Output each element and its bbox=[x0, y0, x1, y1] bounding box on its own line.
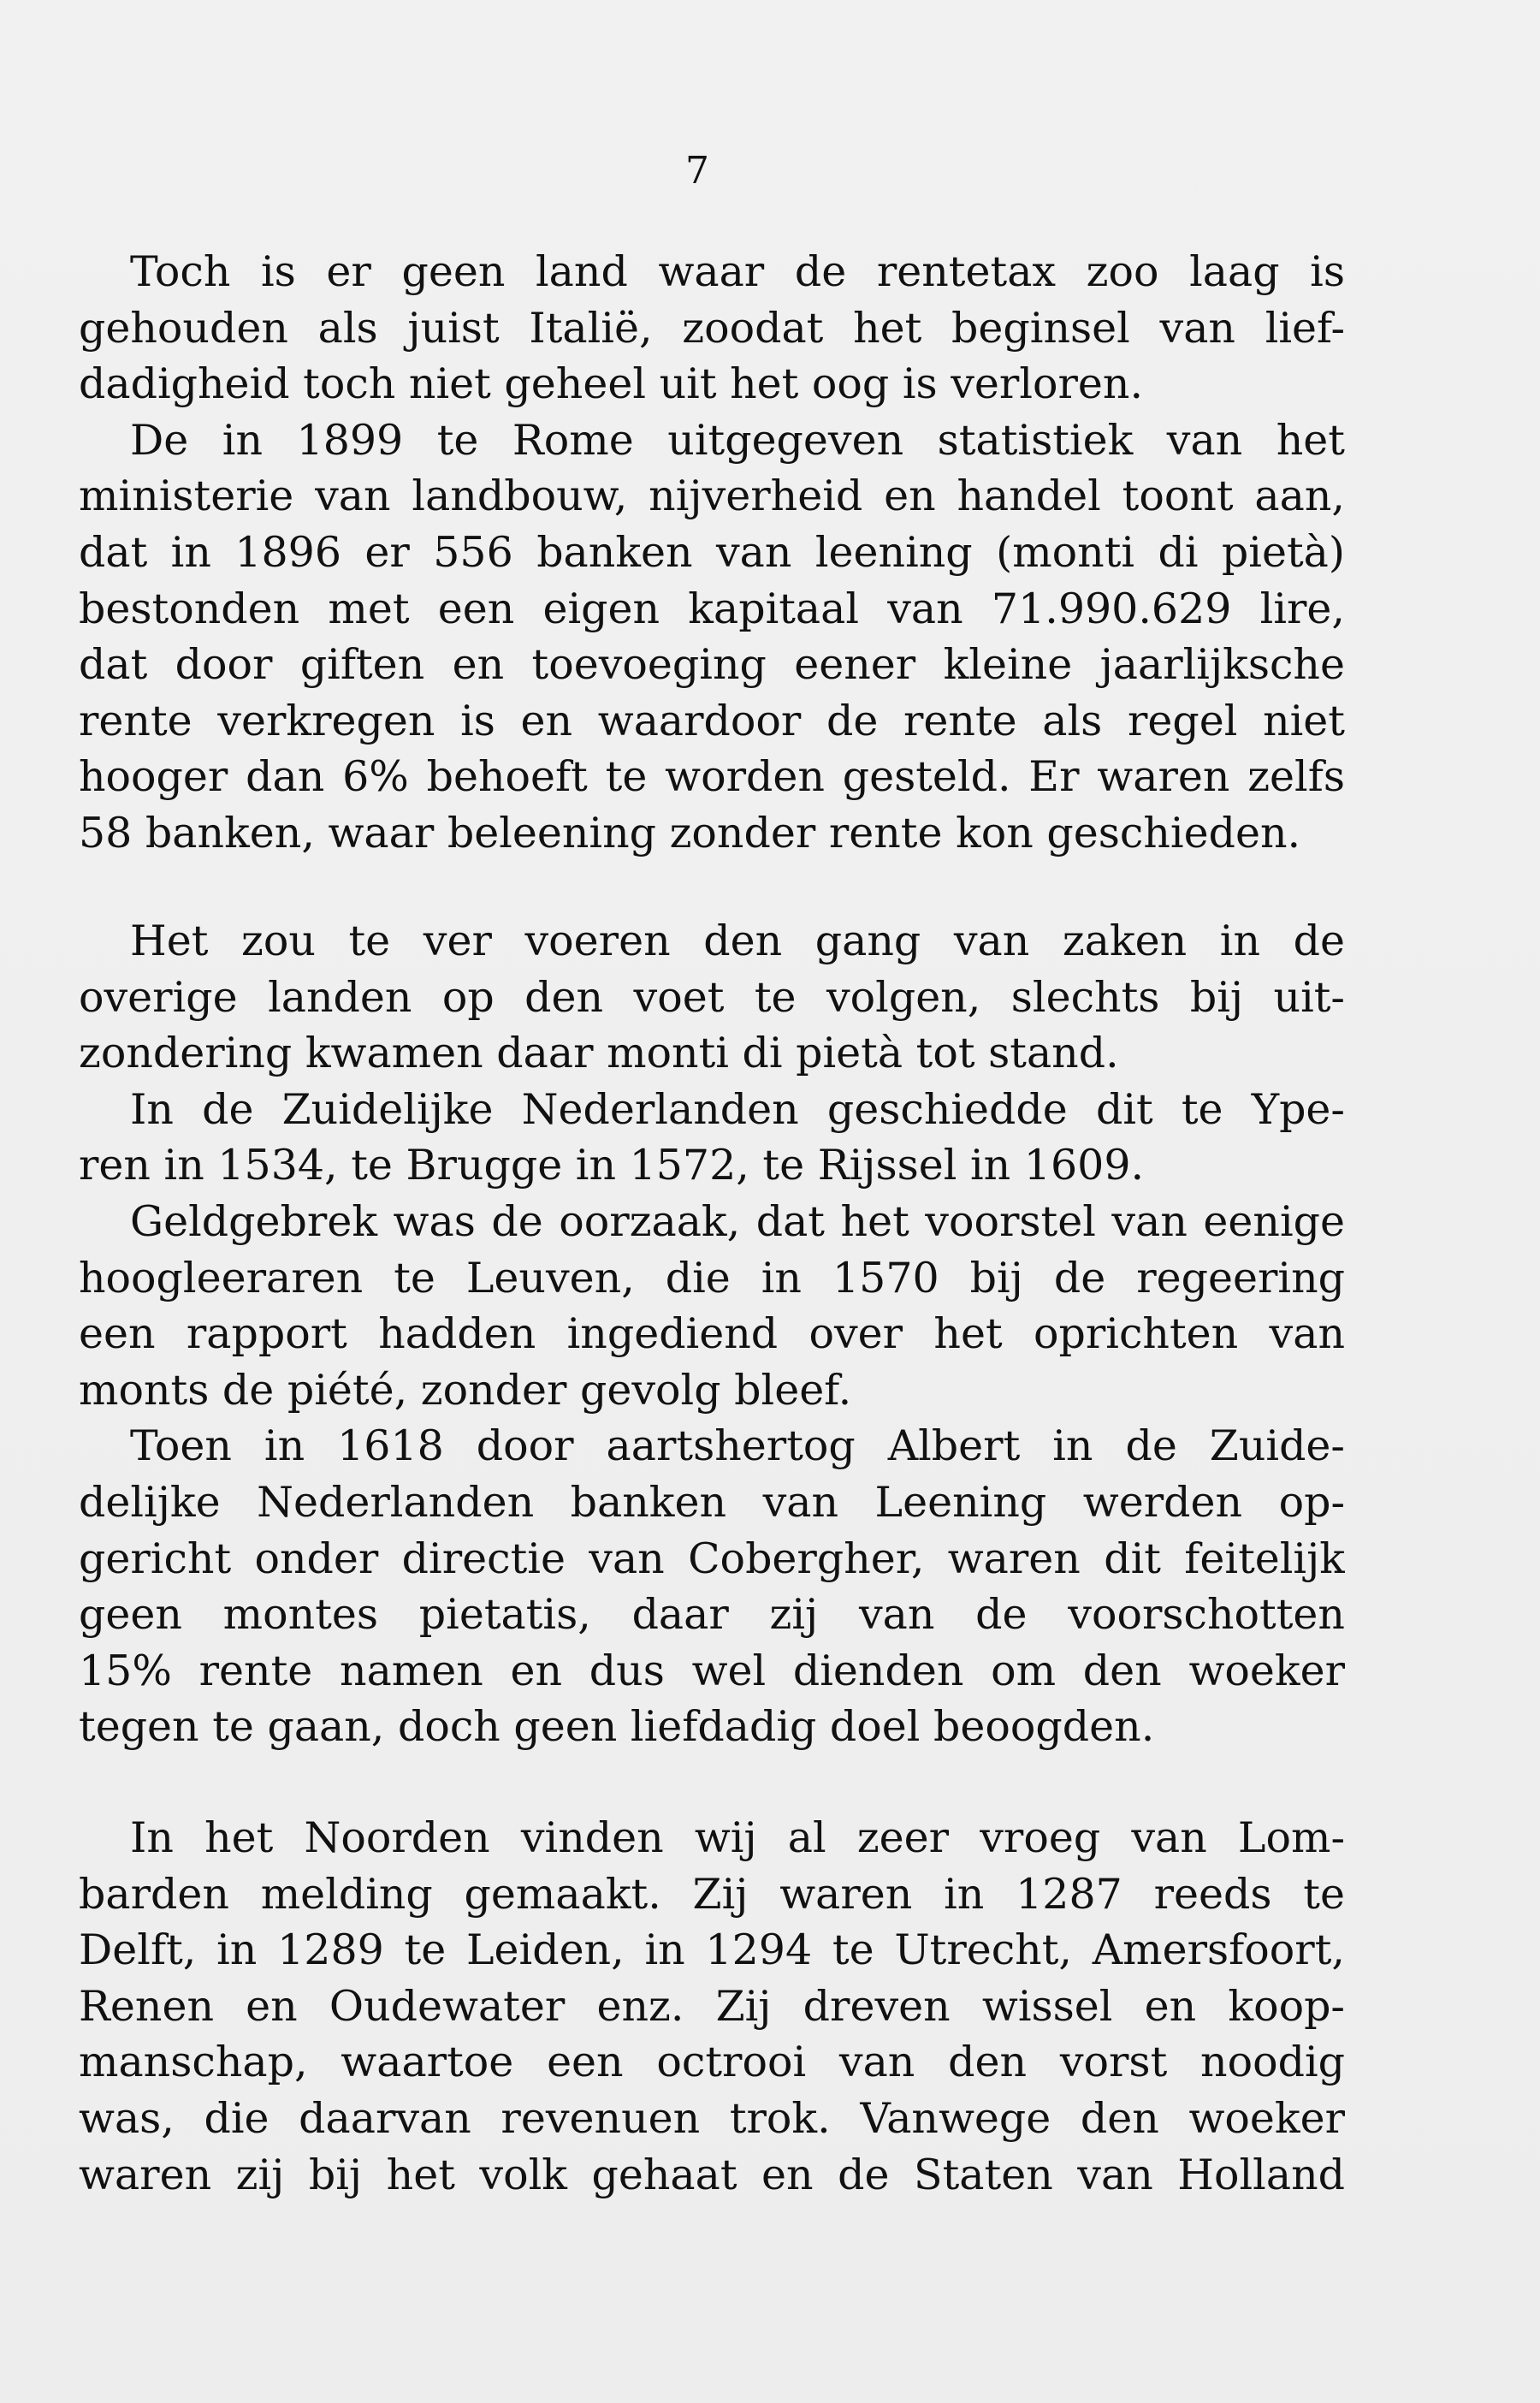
text-line: manschap, waartoe een octrooi van den vorst noodig bbox=[79, 2038, 1345, 2087]
text-line: Renen en Oudewater enz. Zij dreven wissel en koop- bbox=[79, 1981, 1345, 2031]
text-line: geen montes pietatis, daar zij van de voorschotten bbox=[79, 1590, 1345, 1640]
text-line: ren in 1534, te Brugge in 1572, te Rijssel in 1609. bbox=[79, 1141, 1145, 1190]
text-line: 15% rente namen en dus wel dienden om den woeker bbox=[79, 1646, 1345, 1695]
text-line: barden melding gemaakt. Zij waren in 1287 reeds te bbox=[79, 1869, 1345, 1919]
text-line: Toen in 1618 door aartshertog Albert in de Zuide- bbox=[130, 1421, 1345, 1471]
text-line: tegen te gaan, doch geen liefdadig doel beoogden. bbox=[79, 1702, 1155, 1752]
text-line: dat door giften en toevoeging eener kleine jaarlijksche bbox=[79, 640, 1345, 690]
text-section-1 bbox=[79, 244, 1345, 862]
text-line: was, die daarvan revenuen trok. Vanwege den woeker bbox=[79, 2093, 1345, 2143]
text-line: zondering kwamen daar monti di pietà tot stand. bbox=[79, 1029, 1119, 1078]
text-line: De in 1899 te Rome uitgegeven statistiek van het bbox=[130, 415, 1345, 465]
text-line: dadigheid toch niet geheel uit het oog is verloren. bbox=[79, 359, 1144, 409]
text-line: monts de piété, zonder gevolg bleef. bbox=[79, 1365, 852, 1415]
text-line: Het zou te ver voeren den gang van zaken in de bbox=[130, 917, 1345, 965]
text-line: bestonden met een eigen kapitaal van 71.990.629 lire, bbox=[79, 584, 1345, 633]
text-line: dat in 1896 er 556 banken van leening (monti di pietà) bbox=[79, 527, 1345, 577]
text-line: een rapport hadden ingediend over het oprichten van bbox=[79, 1309, 1345, 1359]
text-section-2 bbox=[79, 913, 1345, 1755]
text-line: In de Zuidelijke Nederlanden geschiedde dit te Ype- bbox=[130, 1084, 1345, 1134]
text-line: hoogleeraren te Leuven, die in 1570 bij de regeering bbox=[79, 1253, 1345, 1302]
text-line: Toch is er geen land waar de rentetax zoo laag is bbox=[130, 247, 1345, 296]
text-line: delijke Nederlanden banken van Leening werden op- bbox=[79, 1477, 1345, 1527]
text-line: waren zij bij het volk gehaat en de Staten van Holland bbox=[79, 2150, 1345, 2199]
text-line: Delft, in 1289 te Leiden, in 1294 te Utrecht, Amersfoort, bbox=[79, 1925, 1345, 1975]
text-line: rente verkregen is en waardoor de rente als regel niet bbox=[79, 696, 1345, 745]
text-line: gericht onder directie van Cobergher, waren dit feitelijk bbox=[79, 1534, 1345, 1583]
text-line: hooger dan 6% behoeft te worden gesteld. Er waren zelfs bbox=[79, 752, 1345, 802]
page-number: 7 bbox=[685, 149, 709, 193]
text-line: overige landen op den voet te volgen, slechts bij uit- bbox=[79, 972, 1345, 1022]
text-line: gehouden als juist Italië, zoodat het beginsel van lief- bbox=[79, 303, 1345, 353]
text-line: Geldgebrek was de oorzaak, dat het voorstel van eenige bbox=[130, 1196, 1345, 1246]
text-line: 58 banken, waar beleening zonder rente kon geschieden. bbox=[79, 808, 1301, 857]
text-line: ministerie van landbouw, nijverheid en handel toont aan, bbox=[79, 472, 1345, 521]
text-section-3 bbox=[79, 1810, 1345, 2203]
text-line: In het Noorden vinden wij al zeer vroeg van Lom- bbox=[130, 1813, 1345, 1862]
